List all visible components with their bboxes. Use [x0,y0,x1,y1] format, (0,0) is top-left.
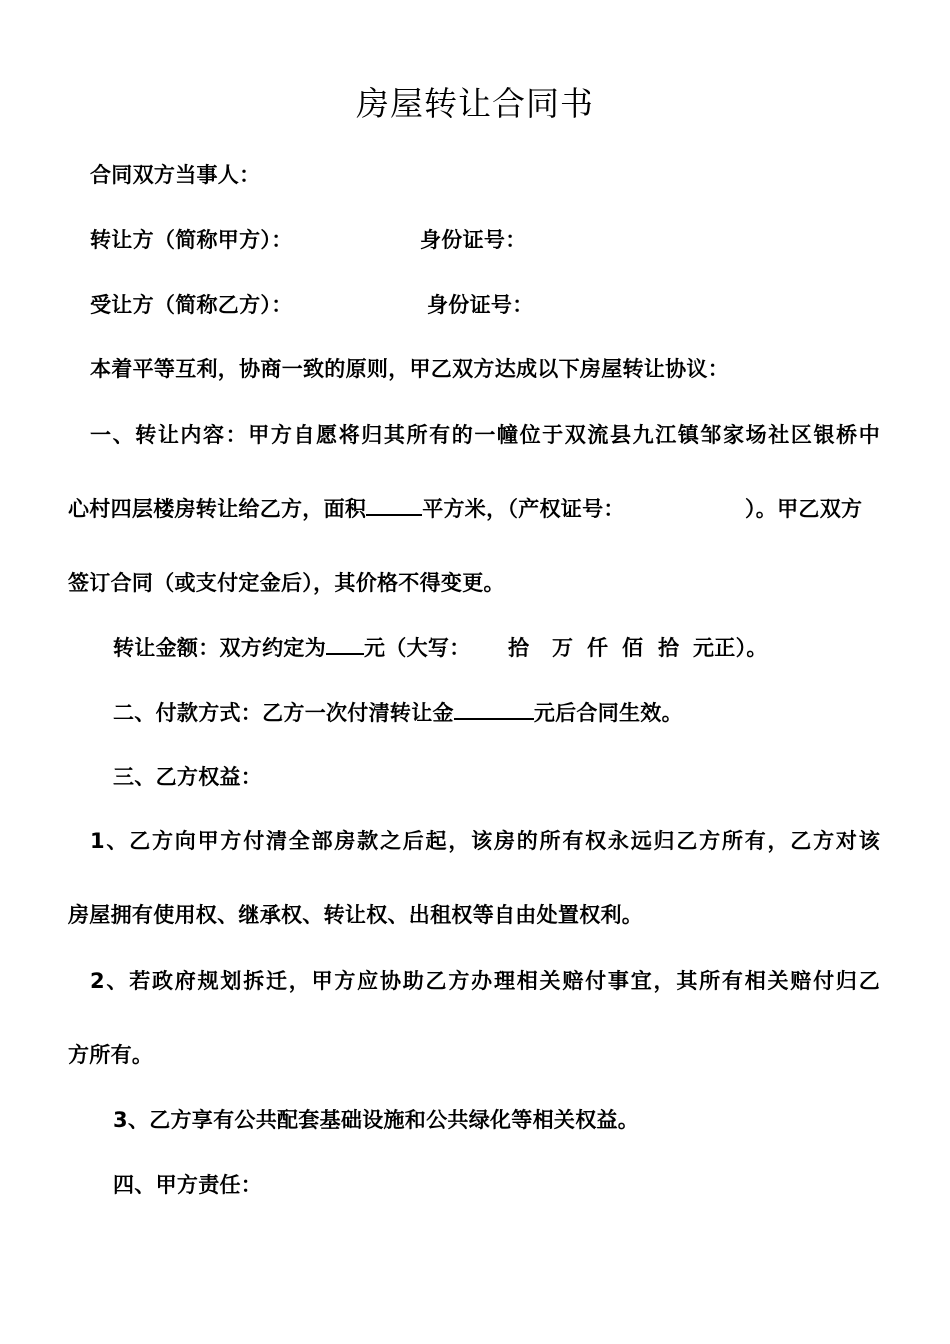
amount-blank [326,633,364,655]
amount-unit-shi: 拾 [508,636,530,660]
section3-item1-line1: 1、乙方向甲方付清全部房款之后起，该房的所有权永远归乙方所有，乙方对该 [90,829,880,853]
section2-line [113,698,683,728]
section3-item1-line2: 房屋拥有使用权、继承权、转让权、出租权等自由处置权利。 [68,903,644,927]
amount-unit-bai: 佰 [622,636,644,660]
section1-line2-b: 平方米，（产权证号： [422,497,625,521]
amount-line [113,633,471,663]
section1-line3: 签订合同（或支付定金后），其价格不得变更。 [68,571,505,595]
amount-unit-yuan: 元正）。 [693,636,768,660]
amount-part-b: 元（大写： [364,636,471,660]
section1-line1: 一、转让内容：甲方自愿将归其所有的一幢位于双流县九江镇邹家场社区银桥中 [90,423,880,447]
section3-item2-line2: 方所有。 [68,1043,154,1067]
parties-heading: 合同双方当事人： [90,163,261,187]
section1-line2-c: ）。甲乙双方 [745,497,863,521]
section2-part-b: 元后合同生效。 [533,701,683,725]
section2-part-a: 二、付款方式：乙方一次付清转让金 [113,701,454,725]
transferor-id-label: 身份证号： [420,228,527,252]
section3-item2-line1: 2、若政府规划拆迁，甲方应协助乙方办理相关赔付事宜，其所有相关赔付归乙 [90,969,880,993]
payment-blank [454,698,534,720]
amount-unit-shi-2: 拾 [658,636,680,660]
amount-unit-qian: 仟 [587,636,609,660]
preamble: 本着平等互利，协商一致的原则，甲乙双方达成以下房屋转让协议： [90,357,729,381]
section3-item3: 3、乙方享有公共配套基础设施和公共绿化等相关权益。 [113,1108,640,1132]
transferee-id-label: 身份证号： [427,293,534,317]
section3-heading: 三、乙方权益： [113,765,263,789]
section1-line2 [68,494,625,524]
area-blank [366,494,422,516]
section4-heading: 四、甲方责任： [113,1173,263,1197]
transferee-label: 受让方（简称乙方）： [90,293,293,317]
amount-unit-wan: 万 [552,636,574,660]
section1-line2-a: 心村四层楼房转让给乙方，面积 [68,497,367,521]
transferor-label: 转让方（简称甲方）： [90,228,293,252]
amount-part-a: 转让金额：双方约定为 [113,636,326,660]
document-title: 房屋转让合同书 [356,84,594,123]
